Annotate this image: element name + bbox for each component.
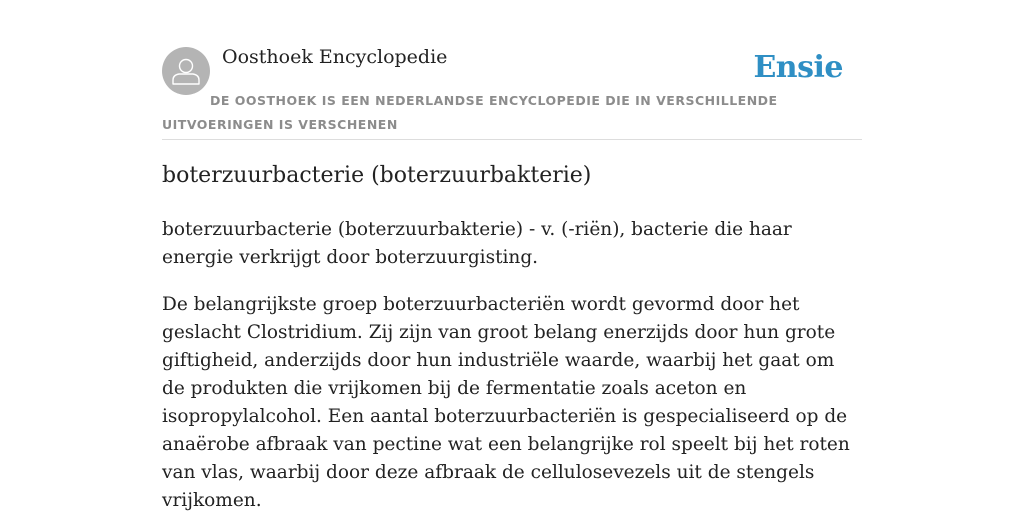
page-title: boterzuurbacterie (boterzuurbakterie) xyxy=(162,163,592,188)
avatar[interactable] xyxy=(162,47,210,95)
brand-logo[interactable]: Ensie xyxy=(753,50,843,85)
divider xyxy=(162,139,862,140)
article-paragraph: boterzuurbacterie (boterzuurbakterie) - v. (-riën), bacterie die haar energie verkrijgt door boterzuurgisting. xyxy=(162,219,792,268)
article-body xyxy=(162,216,862,512)
user-icon xyxy=(162,47,210,95)
source-name[interactable]: Oosthoek Encyclopedie xyxy=(222,46,448,68)
source-description: DE OOSTHOEK IS EEN NEDERLANDSE ENCYCLOPEDIE DIE IN VERSCHILLENDE UITVOERINGEN IS VERSCHENEN xyxy=(162,93,778,132)
article-paragraph: De belangrijkste groep boterzuurbacteriën wordt gevormd door het geslacht Clostridium. Zij zijn van groot belang enerzijds door hun grote giftigheid, anderzijds door hun industriële waarde, waarbij het gaat om de produkten die vrijkomen bij de fermentatie zoals aceton en isopropylalcohol. Een aantal boterzuurbacteriën is gespecialiseerd op de anaërobe afbraak van pectine wat een belangrijke rol speelt bij het roten van vlas, waarbij door deze afbraak de cellulosevezels uit de stengels vrijkomen. xyxy=(162,294,850,511)
